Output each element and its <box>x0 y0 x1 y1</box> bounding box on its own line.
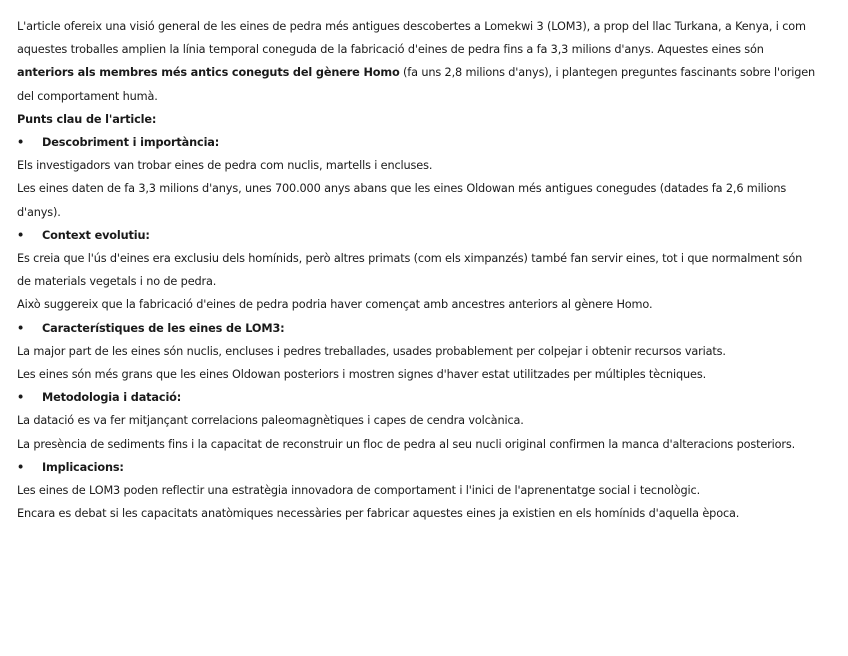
bullet-icon: • <box>17 391 25 405</box>
bullet-icon: • <box>17 460 25 474</box>
section-title: Metodologia i datació: <box>42 391 182 405</box>
section-title: Característiques de les eines de LOM3: <box>42 321 285 335</box>
section-paragraph: Les eines són més grans que les eines Oldowan posteriors i mostren signes d'haver estat utilitzades per múltiples tècniques. <box>17 368 707 382</box>
bullet-icon: • <box>17 228 25 242</box>
key-points-heading: Punts clau de l'article: <box>17 112 157 126</box>
section-paragraph: Això suggereix que la fabricació d'eines de pedra podria haver començat amb ancestres anteriors al gènere Homo. <box>17 298 653 312</box>
section-heading-methodology <box>17 386 817 409</box>
bullet-icon: • <box>17 136 25 150</box>
bullet-icon: • <box>17 321 25 335</box>
intro-paragraph <box>17 15 817 108</box>
section-paragraph: Encara es debat si les capacitats anatòmiques necessàries per fabricar aquestes eines ja existien en els homínids d'aquella època. <box>17 507 740 521</box>
section-paragraph: Els investigadors van trobar eines de pedra com nuclis, martells i encluses. <box>17 159 433 173</box>
section-paragraph: Les eines de LOM3 poden reflectir una estratègia innovadora de comportament i l'inici de l'aprenentatge social i tecnològic. <box>17 484 701 498</box>
section-paragraph: La major part de les eines són nuclis, encluses i pedres treballades, usades probablement per colpejar i obtenir recursos variats. <box>17 344 726 358</box>
section-heading-implications <box>17 456 817 479</box>
document-body <box>17 15 817 525</box>
section-heading-discovery <box>17 131 817 154</box>
section-paragraph: La datació es va fer mitjançant correlacions paleomagnètiques i capes de cendra volcànica. <box>17 414 524 428</box>
section-paragraph: Les eines daten de fa 3,3 milions d'anys, unes 700.000 anys abans que les eines Oldowan més antigues conegudes (datades fa 2,6 milions d'anys). <box>17 182 787 219</box>
section-paragraph: La presència de sediments fins i la capacitat de reconstruir un floc de pedra al seu nucli original confirmen la manca d'alteracions posteriors. <box>17 437 796 451</box>
intro-emphasis: anteriors als membres més antics coneguts del gènere Homo <box>17 66 400 80</box>
section-title: Implicacions: <box>42 460 124 474</box>
section-title: Context evolutiu: <box>42 228 150 242</box>
section-paragraph: Es creia que l'ús d'eines era exclusiu dels homínids, però altres primats (com els ximpanzés) també fan servir eines, tot i que normalment són de materials vegetals i no de pedra. <box>17 252 803 289</box>
section-title: Descobriment i importància: <box>42 136 220 150</box>
section-heading-context <box>17 224 817 247</box>
section-heading-characteristics <box>17 317 817 340</box>
intro-text-part1: L'article ofereix una visió general de les eines de pedra més antigues descobertes a Lomekwi 3 (LOM3), a prop del llac Turkana, a Kenya, i com aquestes troballes amplien la línia temporal coneguda de la fabricació d'eines de pedra fins a fa 3,3 milions d'anys. Aquestes eines són <box>17 20 806 57</box>
intro-text-part2: (fa uns 2,8 milions d'anys), i plantegen preguntes fascinants sobre l'origen del comportament humà. <box>17 66 816 103</box>
